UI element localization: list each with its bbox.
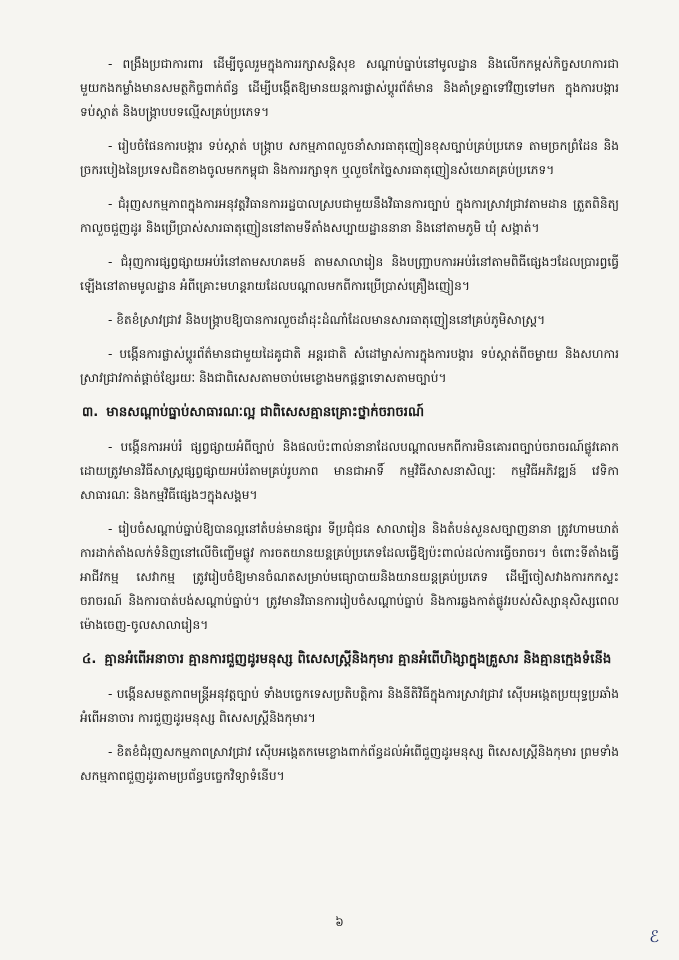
paragraph: - បង្កើនការអប់រំ ផ្សព្វផ្សាយអំពីច្បាប់ និងផលប៉ះពាល់នានាដែលបណ្តាលមកពីការមិនគោរពច្បាប់ចរាចរណ៍ផ្លូវគោក ដោយត្រូវមានវិធីសាស្ត្រផ្សព្វផ្សាយអប់រំតាមគ្រប់រូបភាព មានជាអាទិ៍ កម្មវិធីសាសនាសិល្បៈ កម្មវិធីអភិវឌ្ឍន៍ វេទិកាសាធារណៈ និងកម្មវិធីផ្សេងៗក្នុងសង្គម។ — [80, 440, 619, 502]
paragraph: - រៀបចំសណ្តាប់ធ្នាប់ឱ្យបានល្អនៅតំបន់មានផ្សារ ទីប្រជុំជន សាលារៀន និងតំបន់សួនសច្បាញនានា ត្រូវហាមឃាត់ការដាក់តាំងលក់ទំនិញនៅលើចិញ្ចើមផ្លូវ ការចតយានយន្តគ្រប់ប្រភេទដែលធ្វើឱ្យប៉ះពាល់ដល់ការធ្វើចរាចរ។ ចំពោះទីតាំងធ្វើអាជីវកម្ម សេវាកម្ម ត្រូវរៀបចំឱ្យមានចំណតសម្រាប់មធ្យោបាយនិងយានយន្តគ្រប់ប្រភេទ ដើម្បីចៀសវាងការកកស្ទះចរាចរណ៍ និងការបាត់បង់សណ្តាប់ធ្នាប់។ ត្រូវមានវិធានការរៀបចំសណ្តាប់ធ្នាប់ និងការឆ្លងកាត់ផ្លូវរបស់សិស្សានុសិស្សពេលម៉ោងចេញ-ចូលសាលារៀន។ — [80, 522, 619, 632]
section-heading-3 — [82, 400, 619, 425]
handwritten-initial: ℰ — [649, 927, 659, 946]
paragraph: - ជំរុញការផ្សព្វផ្សាយអប់រំនៅតាមសហគមន៍ តាមសាលារៀន និងបញ្ជ្រាបការអប់រំនៅតាមពិធីផ្សេងៗដែលប្រារព្ធធ្វើឡើងនៅតាមមូលដ្ឋាន អំពីគ្រោះមហន្តរាយដែលបណ្តាលមកពីការប្រើប្រាស់គ្រឿងញៀន។ — [80, 255, 619, 293]
page-number: ៦ — [335, 915, 344, 929]
paragraph: - ជំរុញសកម្មភាពក្នុងការអនុវត្តវិធានការរដ្ឋបាលស្របជាមួយនឹងវិធានការច្បាប់ ក្នុងការស្រាវជ្រាវតាមដាន ត្រួតពិនិត្យ កាលួចជួញដូរ និងប្រើប្រាស់សារធាតុញៀននៅតាមទីតាំងសប្បាយដ្ឋាននានា និងនៅតាមភូមិ ឃុំ សង្កាត់។ — [80, 197, 619, 235]
paragraph: - ពង្រឹងប្រជាការពារ ដើម្បីចូលរួមក្នុងការរក្សាសន្តិសុខ សណ្តាប់ធ្នាប់នៅមូលដ្ឋាន និងលើកកម្ពស់កិច្ចសហការជាមួយកងកម្លាំងមានសមត្ថកិច្ចពាក់ព័ន្ធ ដើម្បីបង្កើតឱ្យមានយន្តការផ្លាស់ប្តូរព័ត៌មាន និងគាំទ្រគ្នាទៅវិញទៅមក ក្នុងការបង្ការ ទប់ស្កាត់ និងបង្ក្រាបបទល្មើសគ្រប់ប្រភេទ។ — [80, 57, 619, 119]
section-number: ៤. — [82, 652, 97, 667]
section-heading-4 — [82, 647, 619, 672]
paragraph: - ខិតខំស្រាវជ្រាវ និងបង្ក្រាបឱ្យបានការលួចដាំដុះដំណាំដែលមានសារធាតុញៀននៅគ្រប់ភូមិសាស្ត្រ។ — [108, 313, 546, 327]
paragraph: - រៀបចំផែនការបង្ការ ទប់ស្កាត់ បង្ក្រាប សកម្មភាពលួចនាំសារធាតុញៀនខុសច្បាប់គ្រប់ប្រភេទ តាមច្រកព្រំដែន និងច្រករបៀងនៃប្រទេសជិតខាងចូលមកកម្ពុជា និងការរក្សាទុក ឬលួចកែច្នៃសារធាតុញៀនសំយោគគ្រប់ប្រភេទ។ — [80, 139, 619, 177]
paragraph: - ខិតខំជំរុញសកម្មភាពស្រាវជ្រាវ ស៊ើបអង្កេតកមេខ្លោងពាក់ព័ន្ធដល់អំពើជួញដូរមនុស្ស ពិសេសស្ត្រីនិងកុមារ ព្រមទាំងសកម្មភាពជួញដូរតាមប្រព័ន្ធបច្ចេកវិទ្យាទំនើប។ — [80, 745, 619, 783]
paragraph: - បង្កើនការផ្លាស់ប្តូរព័ត៌មានជាមួយដៃគូជាតិ អន្តរជាតិ សំដៅម្ចាស់ការក្នុងការបង្ការ ទប់ស្កាត់ពីចម្ងាយ និងសហការស្រាវជ្រាវកាត់ផ្តាច់ខ្សែរយៈ និងជាពិសេសតាមចាប់មេខ្លោងមកផ្តន្ទាទោសតាមច្បាប់។ — [80, 347, 619, 385]
section-title: គ្មានអំពើអនាចារ គ្មានការជួញដូរមនុស្ស ពិសេសស្ត្រីនិងកុមារ គ្មានអំពើហិង្សាក្នុងគ្រួសារ និងគ្មានក្មេងទំនើង — [104, 652, 612, 667]
paragraph: - បង្កើនសមត្ថភាពមន្ត្រីអនុវត្តច្បាប់ ទាំងបច្ចេកទេសប្រតិបត្តិការ និងនីតិវិធីក្នុងការស្រាវជ្រាវ ស៊ើបអង្កេតប្រយុទ្ធប្រឆាំងអំពើអនាចារ ការជួញដូរមនុស្ស ពិសេសស្ត្រីនិងកុមារ។ — [80, 687, 619, 725]
section-title: មានសណ្តាប់ធ្នាប់សាធារណៈល្អ ជាពិសេសគ្មានគ្រោះថ្នាក់ចរាចរណ៍ — [106, 405, 425, 420]
section-number: ៣. — [82, 405, 99, 420]
